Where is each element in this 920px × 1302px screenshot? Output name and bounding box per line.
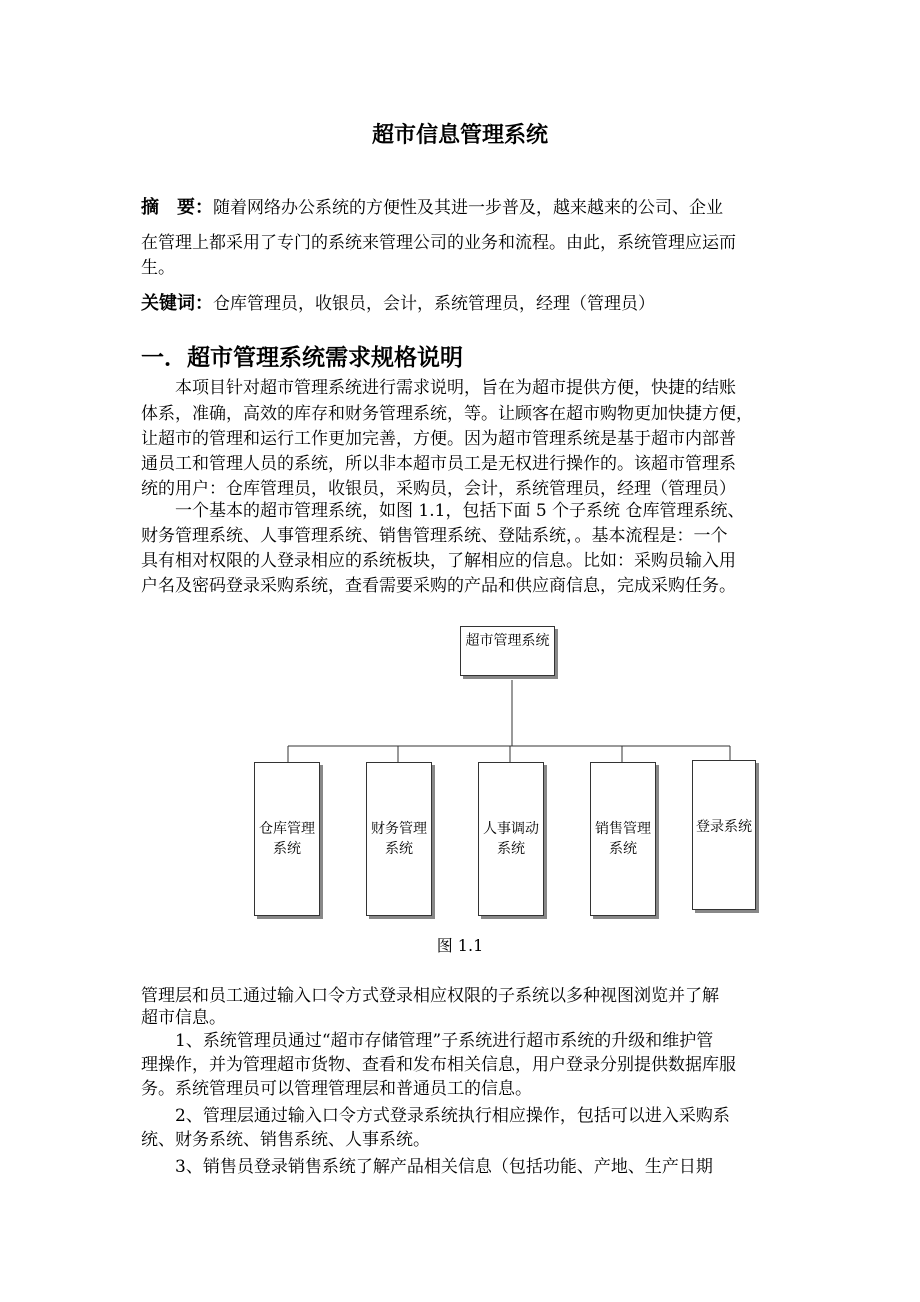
org-chart-figure [240,620,800,930]
child-node-warehouse [254,762,320,916]
para-line: 1、系统管理员通过“超市存储管理”子系统进行超市系统的升级和维护管 [141,1031,714,1051]
node-label: 系统 [273,841,301,857]
abstract-line-1 [141,197,791,219]
para-line: 2、管理层通过输入口令方式登录系统执行相应操作，包括可以进入采购系 [141,1106,730,1126]
child-node-finance [366,762,432,916]
child-node-login [692,760,756,910]
para-line: 体系，准确，高效的库存和财务管理系统，等。让顾客在超市购物更加快捷方便， [141,404,753,424]
section-heading: 一．超市管理系统需求规格说明 [141,345,463,371]
para-line: 具有相对权限的人登录相应的系统板块，了解相应的信息。比如：采购员输入用 [141,551,736,571]
node-label: 财务管理 [371,821,427,837]
para-line: 财务管理系统、人事管理系统、销售管理系统、登陆系统，。基本流程是：一个 [141,526,728,546]
para-line: 管理层和员工通过输入口令方式登录相应权限的子系统以多种视图浏览并了解 [141,986,719,1006]
abstract-label: 摘 要： [141,197,213,218]
child-node-sales [590,762,656,916]
abstract-line-2: 在管理上都采用了专门的系统来管理公司的业务和流程。由此，系统管理应运而 [141,233,736,253]
para-line: 通员工和管理人员的系统，所以非本超市员工是无权进行操作的。该超市管理系 [141,454,736,474]
document-title: 超市信息管理系统 [371,123,548,148]
para-line: 本项目针对超市管理系统进行需求说明，旨在为超市提供方便，快捷的结账 [141,378,736,398]
para-line: 让超市的管理和运行工作更加完善，方便。因为超市管理系统是基于超市内部普 [141,429,736,449]
para-line: 统的用户：仓库管理员，收银员，采购员，会计，系统管理员，经理（管理员） [141,479,736,499]
para-line: 统、财务系统、销售系统、人事系统。 [141,1130,430,1150]
keywords-line [141,293,791,315]
para-line: 3、销售员登录销售系统了解产品相关信息（包括功能、产地、生产日期 [141,1157,713,1177]
para-line: 超市信息。 [141,1008,226,1028]
para-line: 一个基本的超市管理系统，如图 1.1，包括下面 5 个子系统 仓库管理系统、 [141,501,745,521]
node-label: 仓库管理 [259,821,315,837]
node-label: 人事调动 [483,821,539,837]
node-label: 销售管理 [595,821,651,837]
para-line: 户名及密码登录采购系统，查看需要采购的产品和供应商信息，完成采购任务。 [141,576,736,596]
abstract-line-3: 生。 [141,258,175,278]
node-label: 系统 [609,841,637,857]
node-label: 登录系统 [696,819,752,835]
keywords-text: 仓库管理员，收银员，会计，系统管理员，经理（管理员） [213,294,655,314]
para-line: 理操作，并为管理超市货物、查看和发布相关信息，用户登录分别提供数据库服 [141,1055,736,1075]
node-label: 系统 [497,841,525,857]
node-label: 系统 [385,841,413,857]
keywords-label: 关键词： [141,293,213,314]
child-node-hr [478,762,544,916]
abstract-text-1: 随着网络办公系统的方便性及其进一步普及，越来越来的公司、企业 [213,198,723,218]
para-line: 务。系统管理员可以管理管理层和普通员工的信息。 [141,1079,532,1099]
figure-caption: 图 1.1 [436,936,484,955]
root-node: 超市管理系统 [460,626,555,676]
